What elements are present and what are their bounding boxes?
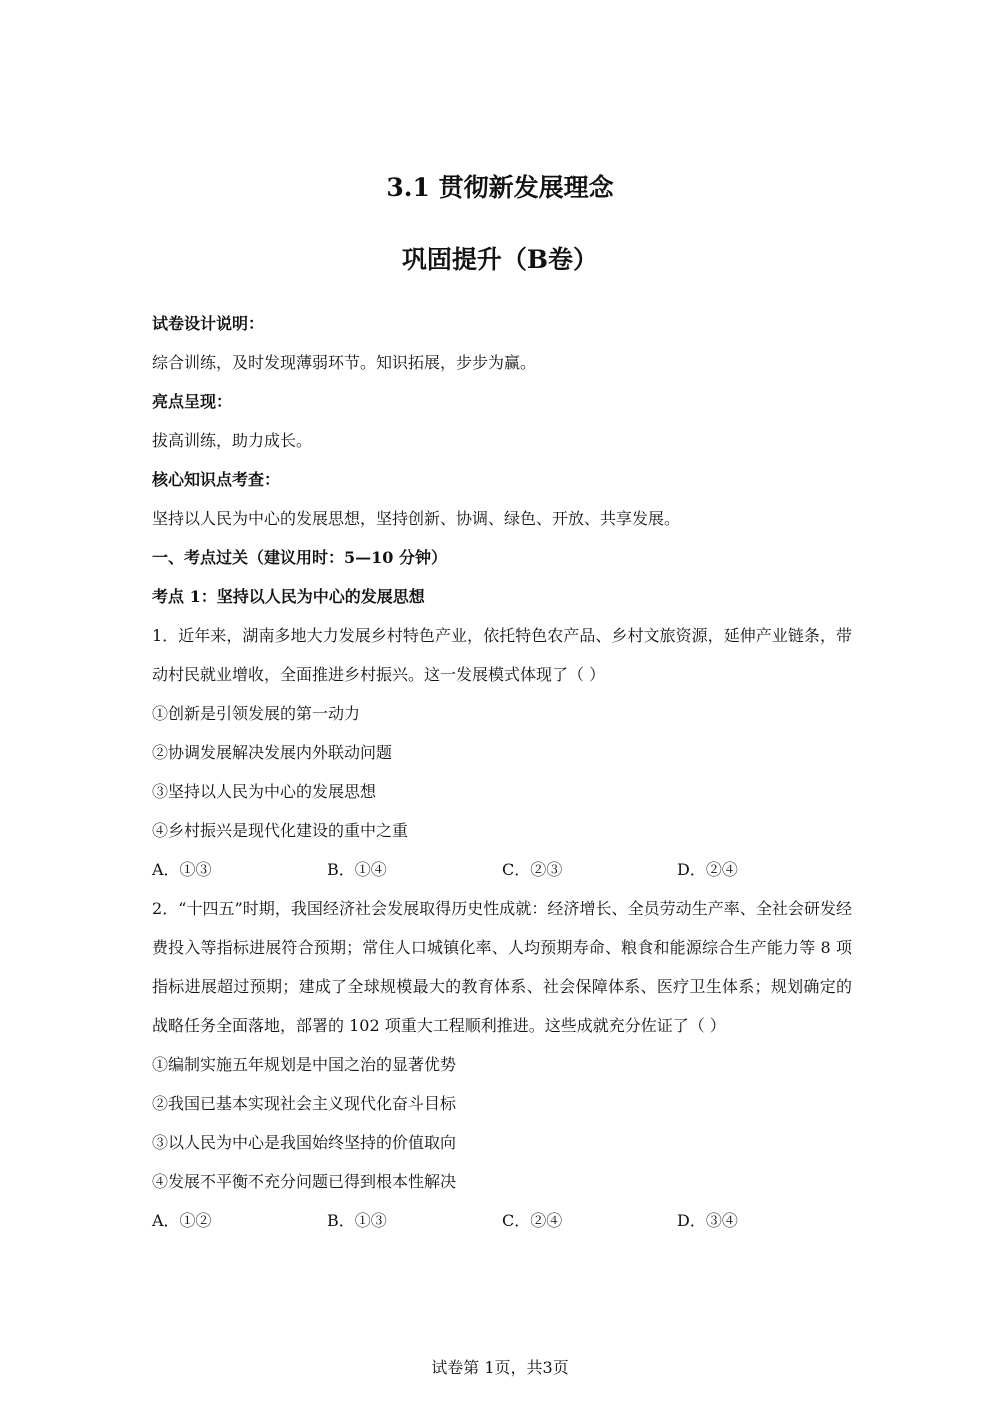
design-label: 试卷设计说明： xyxy=(152,314,265,333)
question-stem: 1．近年来，湖南多地大力发展乡村特色产业，依托特色农产品、乡村文旅资源，延伸产业链条，带动村民就业增收，全面推进乡村振兴。这一发展模式体现了（ ） xyxy=(152,626,852,684)
page-footer: 试卷第 1页，共3页 xyxy=(431,1358,569,1377)
option-d: D．②④ xyxy=(677,860,738,879)
option-a: A．①② xyxy=(152,1211,212,1230)
document-subtitle: 巩固提升（B卷） xyxy=(401,245,599,274)
document-body xyxy=(152,304,852,1240)
option-b: B．①④ xyxy=(327,860,387,879)
statement-item: ③以人民为中心是我国始终坚持的价值取向 xyxy=(152,1133,457,1152)
statement-item: ②协调发展解决发展内外联动问题 xyxy=(152,743,393,762)
design-text: 综合训练，及时发现薄弱环节。知识拓展，步步为赢。 xyxy=(152,353,537,372)
statement-item: ④发展不平衡不充分问题已得到根本性解决 xyxy=(152,1172,457,1191)
statement-item: ②我国已基本实现社会主义现代化奋斗目标 xyxy=(152,1094,457,1113)
option-a: A．①③ xyxy=(152,860,212,879)
core-knowledge-label: 核心知识点考查： xyxy=(152,470,281,489)
statement-item: ①创新是引领发展的第一动力 xyxy=(152,704,361,723)
answer-options xyxy=(152,1201,852,1240)
statement-item: ③坚持以人民为中心的发展思想 xyxy=(152,782,377,801)
section-heading: 一、考点过关（建议用时：5—10 分钟） xyxy=(152,548,447,567)
statement-item: ④乡村振兴是现代化建设的重中之重 xyxy=(152,821,409,840)
question-1 xyxy=(152,616,852,889)
question-stem: 2．“十四五”时期，我国经济社会发展取得历史性成就：经济增长、全员劳动生产率、全社会研发经费投入等指标进展符合预期；常住人口城镇化率、人均预期寿命、粮食和能源综合生产能力等 8 项指标进展超过预期；建成了全球规模最大的教育体系、社会保障体系、医疗卫生体系；规划确定的战略任务全面落地，部署的 102 项重大工程顺利推进。这些成就充分佐证了（ ） xyxy=(152,899,852,1035)
option-c: C．②④ xyxy=(502,1211,563,1230)
option-c: C．②③ xyxy=(502,860,563,879)
option-d: D．③④ xyxy=(677,1211,738,1230)
document-title: 3.1 贯彻新发展理念 xyxy=(386,173,614,202)
point-heading: 考点 1：坚持以人民为中心的发展思想 xyxy=(152,587,425,606)
highlight-label: 亮点呈现： xyxy=(152,392,233,411)
statement-item: ①编制实施五年规划是中国之治的显著优势 xyxy=(152,1055,457,1074)
option-b: B．①③ xyxy=(327,1211,387,1230)
answer-options xyxy=(152,850,852,889)
question-2 xyxy=(152,889,852,1240)
core-knowledge-text: 坚持以人民为中心的发展思想，坚持创新、协调、绿色、开放、共享发展。 xyxy=(152,509,681,528)
highlight-text: 拔高训练，助力成长。 xyxy=(152,431,313,450)
